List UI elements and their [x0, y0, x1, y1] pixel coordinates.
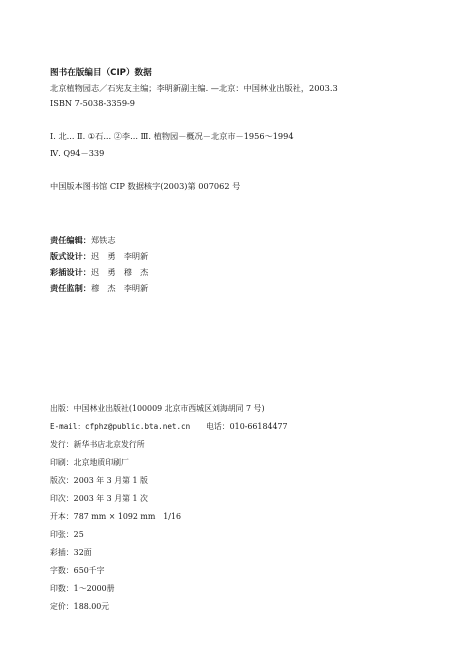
credit-value: 迟 勇 李明新 [90, 251, 149, 261]
publisher-line: 出版：中国林业出版社(100009 北京市西城区刘海胡同 7 号) [50, 404, 265, 413]
credit-supervisor [50, 283, 148, 294]
print-run-line: 印数：1～2000册 [50, 584, 115, 593]
credit-layout-design [50, 251, 148, 262]
cip-bibliographic-line: 北京植物园志／石宪友主编；李明新副主编. —北京：中国林业出版社，2003.3 [50, 83, 338, 93]
edition-line: 版次：2003 年 3 月第 1 版 [50, 476, 148, 485]
cip-record-number: 中国版本图书馆 CIP 数据核字(2003)第 007062 号 [50, 181, 241, 191]
word-count-line: 字数：650千字 [50, 566, 105, 575]
credit-value: 郑铁志 [90, 235, 116, 245]
email-label: E-mail： [50, 422, 86, 431]
format-line: 开本：787 mm × 1092 mm 1/16 [50, 512, 181, 521]
credit-plate-design [50, 267, 148, 278]
sheets-line: 印张：25 [50, 530, 84, 539]
credit-label: 责任编辑： [50, 235, 91, 245]
phone: 电话：010-66184477 [205, 422, 288, 431]
credit-label: 彩插设计： [50, 267, 91, 277]
contact-line [50, 421, 288, 432]
distributor-line: 发行：新华书店北京发行所 [50, 440, 145, 449]
cip-classification-1: Ⅰ. 北... Ⅱ. ①石... ②李... Ⅲ. 植物园－概况－北京市－1956～1994 [50, 131, 294, 141]
color-plates-line: 彩插：32面 [50, 548, 92, 557]
credit-value: 穆 杰 李明新 [90, 283, 149, 293]
printer-line: 印刷：北京地质印刷厂 [50, 458, 129, 467]
credit-label: 责任监制： [50, 283, 91, 293]
credit-label: 版式设计： [50, 251, 91, 261]
credit-editor [50, 235, 116, 246]
price-line: 定价：188.00元 [50, 602, 110, 611]
email-address: cfphz@public.bta.net.cn [85, 422, 191, 431]
cip-classification-2: Ⅳ. Q94－339 [50, 148, 105, 158]
cip-heading: 图书在版编目（CIP）数据 [50, 68, 152, 78]
credit-value: 迟 勇 穆 杰 [90, 267, 149, 277]
cip-isbn: ISBN 7-5038-3359-9 [50, 98, 136, 108]
printing-line: 印次：2003 年 3 月第 1 次 [50, 494, 148, 503]
